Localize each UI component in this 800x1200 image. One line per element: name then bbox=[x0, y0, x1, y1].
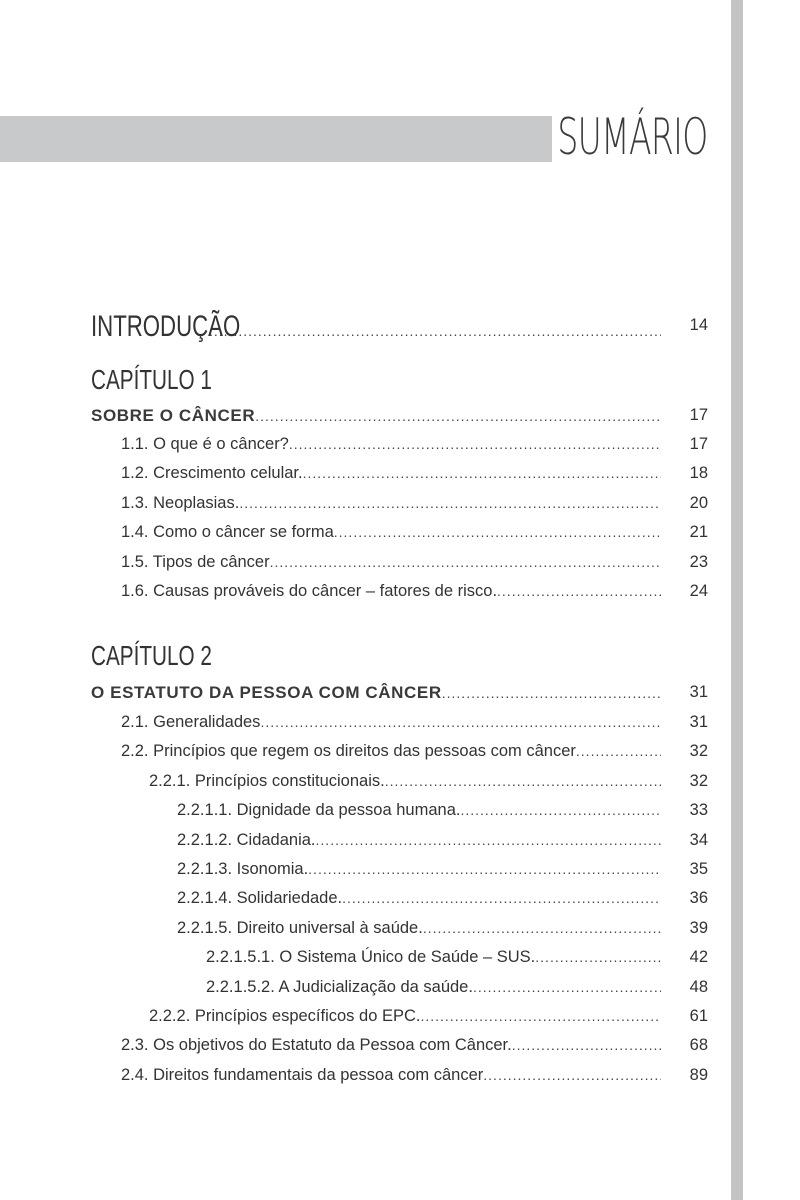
leader-dots bbox=[483, 1067, 661, 1083]
toc-page-number: 42 bbox=[689, 948, 708, 966]
leader-dots bbox=[460, 802, 661, 818]
chapter-heading: CAPÍTULO 2 bbox=[91, 640, 212, 671]
toc-entry[interactable] bbox=[0, 772, 800, 796]
leader-dots bbox=[209, 323, 661, 339]
toc-entry-label: 2.2.1.3. Isonomia. bbox=[177, 860, 309, 878]
toc-page-number: 89 bbox=[689, 1066, 708, 1084]
toc-page-number: 32 bbox=[689, 772, 708, 790]
leader-dots bbox=[316, 832, 661, 848]
toc-entry-label: 2.1. Generalidades bbox=[121, 713, 261, 731]
toc-entry-label: 2.4. Direitos fundamentais da pessoa com câncer bbox=[121, 1066, 484, 1084]
toc-entry-label: 1.4. Como o câncer se forma bbox=[121, 523, 334, 541]
leader-dots bbox=[535, 949, 661, 965]
toc-entry[interactable] bbox=[0, 919, 800, 943]
toc-entry-label: 2.2.1.5.2. A Judicialização da saúde. bbox=[206, 978, 473, 996]
toc-entry-label: 2.2.1. Princípios constitucionais. bbox=[149, 772, 385, 790]
toc-entry[interactable] bbox=[0, 978, 800, 1002]
toc-entry[interactable] bbox=[0, 553, 800, 577]
toc-entry-label: 2.2. Princípios que regem os direitos das pessoas com câncer bbox=[121, 742, 576, 760]
toc-page-number: 36 bbox=[689, 889, 708, 907]
toc-entry-label: 2.2.1.5.1. O Sistema Único de Saúde – SUS. bbox=[206, 948, 536, 966]
toc-page-number: 21 bbox=[689, 523, 708, 541]
toc-page-number: 34 bbox=[689, 831, 708, 849]
toc-page-number: 48 bbox=[689, 978, 708, 996]
toc-entry-label: 2.2.1.5. Direito universal à saúde. bbox=[177, 919, 423, 937]
toc-entry[interactable] bbox=[0, 1036, 800, 1060]
toc-entry-label: 2.2.1.4. Solidariedade. bbox=[177, 889, 343, 907]
toc-entry-label: 2.2.1.2. Cidadania. bbox=[177, 831, 316, 849]
toc-entry-label: 1.2. Crescimento celular. bbox=[121, 464, 303, 482]
toc-page-number: 39 bbox=[689, 919, 708, 937]
leader-dots bbox=[334, 524, 661, 540]
toc-entry[interactable] bbox=[0, 948, 800, 972]
toc-entry-label: O ESTATUTO DA PESSOA COM CÂNCER bbox=[91, 683, 442, 702]
leader-dots bbox=[260, 714, 661, 730]
leader-dots bbox=[442, 685, 661, 701]
toc-page-number: 20 bbox=[689, 494, 708, 512]
leader-dots bbox=[303, 465, 661, 481]
toc-entry[interactable] bbox=[0, 831, 800, 855]
leader-dots bbox=[255, 408, 661, 424]
leader-dots bbox=[423, 920, 661, 936]
chapter-heading: CAPÍTULO 1 bbox=[91, 364, 212, 395]
toc-page-number: 31 bbox=[689, 713, 708, 731]
toc-entry[interactable] bbox=[0, 889, 800, 913]
toc-page-number: 18 bbox=[689, 464, 708, 482]
leader-dots bbox=[270, 554, 661, 570]
toc-entry-label: 1.5. Tipos de câncer bbox=[121, 553, 270, 571]
leader-dots bbox=[473, 979, 661, 995]
leader-dots bbox=[512, 1037, 661, 1053]
toc-entry-section[interactable] bbox=[0, 683, 800, 707]
toc-entry-label: 1.3. Neoplasias. bbox=[121, 494, 240, 512]
toc-entry-label: INTRODUÇÃO bbox=[91, 310, 241, 343]
toc-page-number: 23 bbox=[689, 553, 708, 571]
leader-dots bbox=[289, 436, 661, 452]
toc-entry[interactable] bbox=[0, 713, 800, 737]
toc-entry[interactable] bbox=[0, 464, 800, 488]
toc-entry[interactable] bbox=[0, 801, 800, 825]
toc-entry-label: 2.3. Os objetivos do Estatuto da Pessoa com Câncer. bbox=[121, 1036, 512, 1054]
toc-entry-intro[interactable] bbox=[0, 306, 800, 342]
toc-entry-label: 1.1. O que é o câncer? bbox=[121, 435, 289, 453]
toc-entry[interactable] bbox=[0, 1066, 800, 1090]
toc-entry[interactable] bbox=[0, 435, 800, 459]
toc-entry[interactable] bbox=[0, 742, 800, 766]
toc-entry[interactable] bbox=[0, 582, 800, 606]
toc-entry[interactable] bbox=[0, 494, 800, 518]
leader-dots bbox=[308, 861, 661, 877]
leader-dots bbox=[385, 773, 661, 789]
toc-page-number: 61 bbox=[689, 1007, 708, 1025]
leader-dots bbox=[497, 583, 661, 599]
page-title: SUMÁRIO bbox=[557, 108, 708, 166]
leader-dots bbox=[420, 1008, 661, 1024]
toc-page-number: 31 bbox=[689, 683, 708, 701]
toc-entry-label: SOBRE O CÂNCER bbox=[91, 406, 256, 425]
toc-page-number: 32 bbox=[689, 742, 708, 760]
toc-entry-label: 2.2.2. Princípios específicos do EPC. bbox=[149, 1007, 421, 1025]
toc-entry-label: 1.6. Causas prováveis do câncer – fatores de risco. bbox=[121, 582, 498, 600]
leader-dots bbox=[239, 495, 661, 511]
toc-entry[interactable] bbox=[0, 1007, 800, 1031]
toc-page-number: 24 bbox=[689, 582, 708, 600]
toc-entry-section[interactable] bbox=[0, 406, 800, 430]
leader-dots bbox=[576, 743, 661, 759]
toc-entry[interactable] bbox=[0, 523, 800, 547]
toc-page-number: 35 bbox=[689, 860, 708, 878]
toc-entry-label: 2.2.1.1. Dignidade da pessoa humana. bbox=[177, 801, 461, 819]
toc-page-number: 33 bbox=[689, 801, 708, 819]
toc-entry[interactable] bbox=[0, 860, 800, 884]
toc-page-number: 17 bbox=[689, 435, 708, 453]
leader-dots bbox=[342, 890, 661, 906]
toc-page-number: 17 bbox=[689, 406, 708, 424]
toc-page-number: 68 bbox=[689, 1036, 708, 1054]
toc-page-number: 14 bbox=[689, 316, 708, 334]
